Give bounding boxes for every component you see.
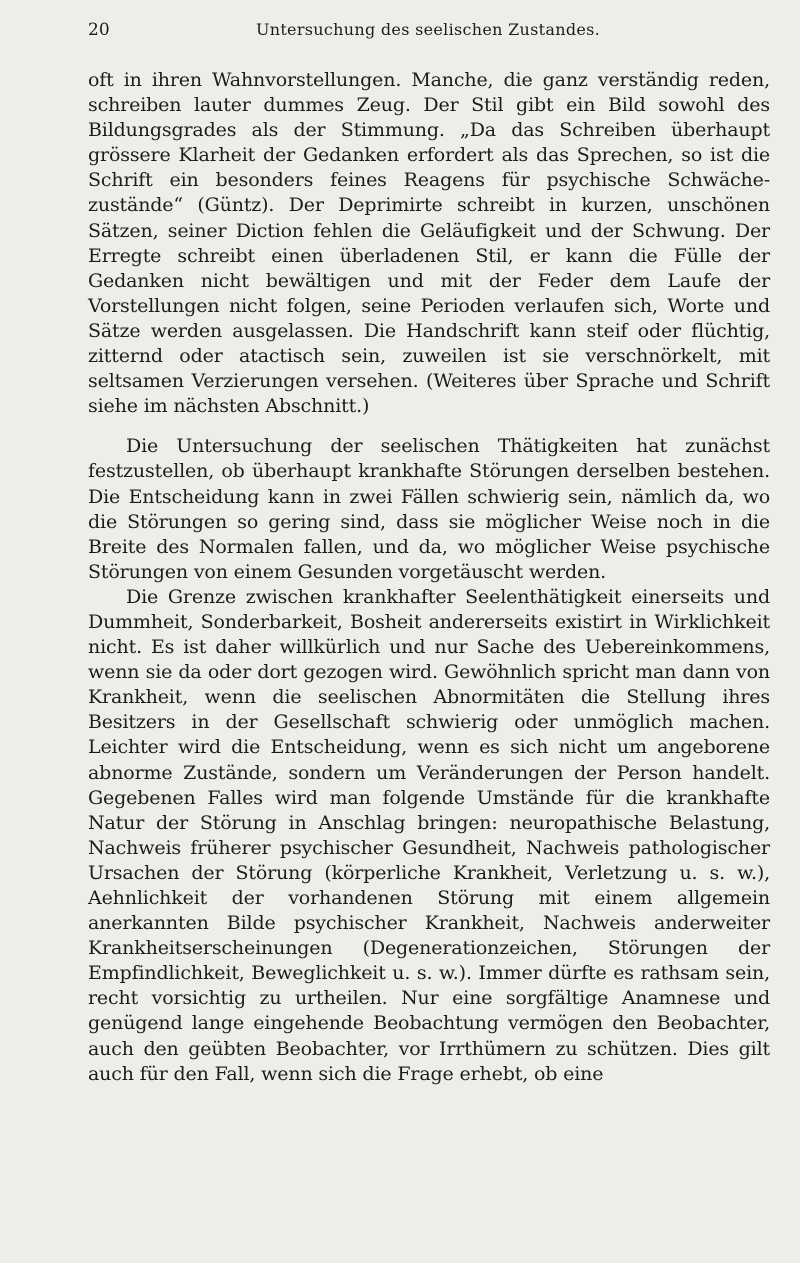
running-head-title: Untersuchung des seelischen Zustandes. <box>255 20 601 39</box>
page-number: 20 <box>88 20 110 40</box>
body-text <box>88 68 770 1087</box>
paragraph-examination: Die Untersuchung der seelischen Thätigkeiten hat zunächst festzustellen, ob überhaupt krankhafte Störungen derselben bestehen. Die Entscheidung kann in zwei Fällen schwierig sein, nämlich da, wo die Störungen so gering sind, dass sie möglicher Weise noch in die Breite des Normalen fallen, und da, wo möglicher Weise psychische Störungen von einem Gesunden vorgetäuscht werden. <box>88 435 770 583</box>
paragraph-boundary: Die Grenze zwischen krankhafter Seelenthätigkeit einerseits und Dummheit, Sonderbarkeit, Bosheit andererseits existirt in Wirklichkeit nicht. Es ist daher willkürlich und nur Sache des Uebereinkommens, wenn sie da oder dort gezogen wird. Gewöhnlich spricht man dann von Krankheit, wenn die seelischen Abnormitäten die Stellung ihres Besitzers in der Gesellschaft schwierig oder unmöglich machen. Leichter wird die Entscheidung, wenn es sich nicht um angeborene abnorme Zustände, sondern um Veränderungen der Person handelt. Gegebenen Falles wird man folgende Umstände für die krankhafte Natur der Störung in Anschlag bringen: neuropathische Belastung, Nachweis früherer psychischer Gesundheit, Nachweis pathologischer Ursachen der Störung (körperliche Krankheit, Verletzung u. s. w.), Aehnlichkeit der vorhandenen Störung mit einem allgemein anerkannten Bilde psychischer Krankheit, Nachweis anderweiter Krankheitserscheinungen (Degenerationzeichen, Störungen der Empfindlichkeit, Beweglichkeit u. s. w.). Immer dürfte es rathsam sein, recht vorsichtig zu urtheilen. Nur eine sorgfältige Anamnese und genügend lange eingehende Beobachtung vermögen den Beobachter, auch den geübten Beobachter, vor Irrthümern zu schützen. Dies gilt auch für den Fall, wenn sich die Frage erhebt, ob eine <box>88 585 770 1085</box>
running-head <box>88 18 768 42</box>
paragraph-continuation: oft in ihren Wahnvorstellungen. Manche, die ganz verständig reden, schreiben lauter dummes Zeug. Der Stil gibt ein Bild sowohl des Bildungsgrades als der Stimmung. „Da das Schreiben überhaupt grössere Klarheit der Gedanken erfordert als das Sprechen, so ist die Schrift ein besonders feines Reagens für psychische Schwäche-zustände“ (Güntz). Der Deprimirte schreibt in kurzen, unschönen Sätzen, seiner Diction fehlen die Geläufigkeit und der Schwung. Der Erregte schreibt einen überladenen Stil, er kann die Fülle der Gedanken nicht bewältigen und mit der Feder dem Laufe der Vorstellungen nicht folgen, seine Perioden verlaufen sich, Worte und Sätze werden ausgelassen. Die Handschrift kann steif oder flüchtig, zitternd oder atactisch sein, zuweilen ist sie verschnörkelt, mit seltsamen Verzierungen versehen. (Weiteres über Sprache und Schrift siehe im nächsten Abschnitt.) <box>88 69 770 418</box>
